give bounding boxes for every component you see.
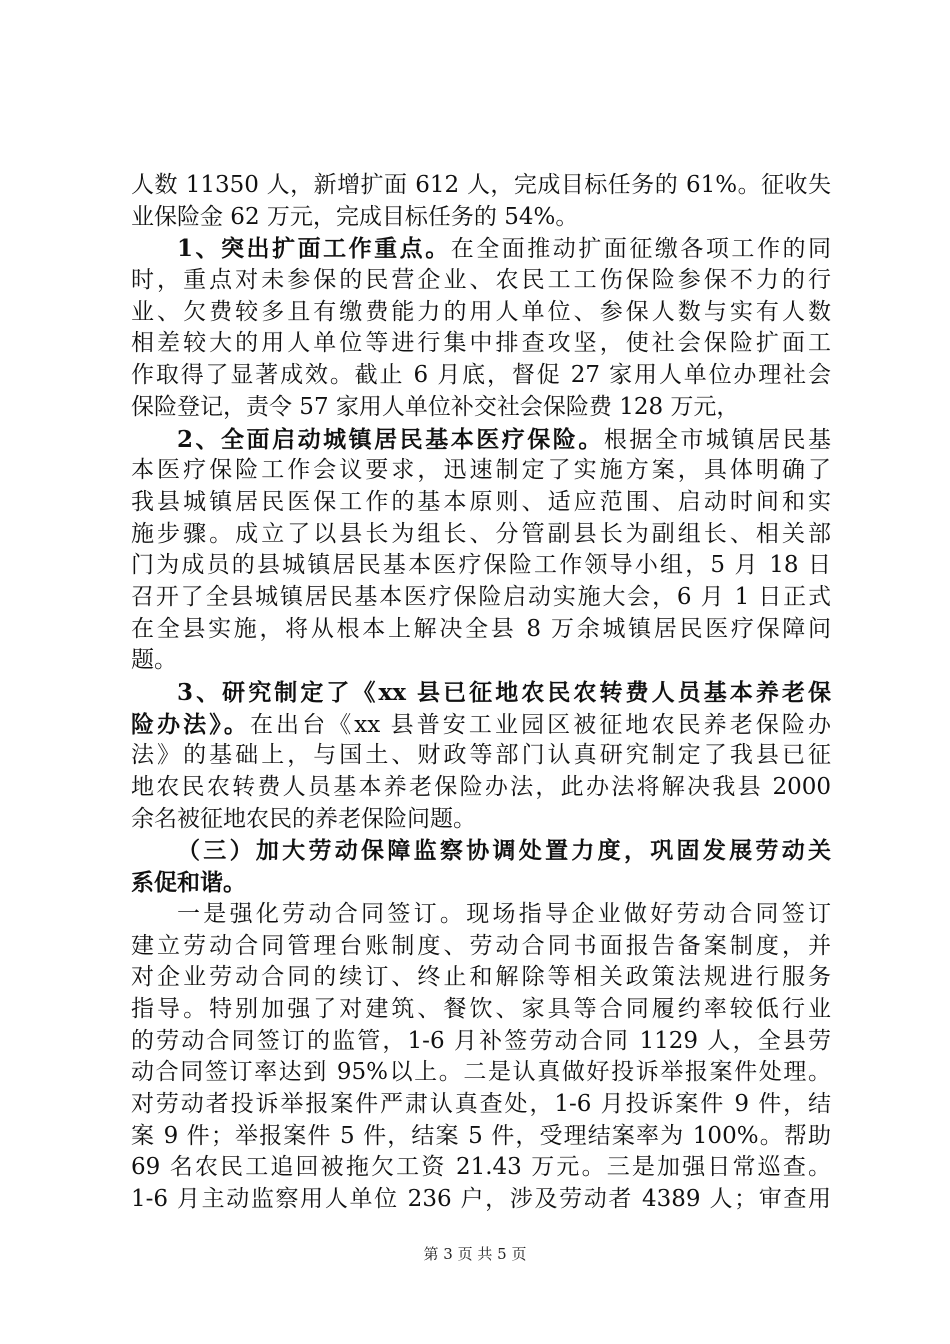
text-line: 动合同签订率达到 95%以上。二是认真做好投诉举报案件处理。 — [131, 1059, 831, 1086]
text-span: 在出台《xx 县普安工业园区被征地农民养老保险办 — [249, 711, 831, 738]
text-line: 指导。特别加强了对建筑、餐饮、家具等合同履约率较低行业 — [131, 995, 831, 1022]
text-line: 人数 11350 人，新增扩面 612 人，完成目标任务的 61%。征收失 — [131, 172, 831, 198]
text-line: 对企业劳动合同的续订、终止和解除等相关政策法规进行服务 — [131, 964, 831, 991]
text-span: 根据全市城镇居民基 — [603, 426, 831, 453]
text-line: 本医疗保险工作会议要求，迅速制定了实施方案，具体明确了 — [131, 457, 831, 484]
text-line: 1-6 月主动监察用人单位 236 户，涉及劳动者 4389 人；审查用 — [131, 1186, 831, 1212]
text-line: 时，重点对未参保的民营企业、农民工工伤保险参保不力的行 — [131, 267, 831, 294]
text-line: 的劳动合同签订的监管，1-6 月补签劳动合同 1129 人，全县劳 — [131, 1027, 831, 1054]
text-line: 69 名农民工追回被拖欠工资 21.43 万元。三是加强日常巡查。 — [131, 1154, 831, 1181]
text-line: 建立劳动合同管理台账制度、劳动合同书面报告备案制度，并 — [131, 932, 831, 959]
section-heading: （三）加大劳动保障监察协调处置力度，巩固发展劳动关 — [177, 837, 831, 865]
text-line: 作取得了显著成效。截止 6 月底，督促 27 家用人单位办理社会 — [131, 362, 831, 389]
section-heading: 险办法》。 — [131, 710, 250, 738]
section-heading: 1、突出扩面工作重点。 — [177, 235, 451, 263]
text-line: 召开了全县城镇居民基本医疗保险启动实施大会，6 月 1 日正式 — [131, 583, 831, 610]
text-line: 法》的基础上，与国土、财政等部门认真研究制定了我县已征 — [131, 742, 831, 769]
paragraph-start-line — [131, 424, 831, 456]
text-line: 在全县实施，将从根本上解决全县 8 万余城镇居民医疗保障问 — [131, 615, 831, 642]
text-line: 业保险金 62 万元，完成目标任务的 54%。 — [131, 203, 579, 230]
section-heading: 系促和谐。 — [131, 869, 246, 897]
document-body — [131, 170, 831, 1216]
text-line: 余名被征地农民的养老保险问题。 — [131, 805, 476, 832]
text-line: 业、欠费较多且有缴费能力的用人单位、参保人数与实有人数 — [131, 298, 831, 325]
text-line: 题。 — [131, 647, 177, 674]
section-heading: 2、全面启动城镇居民基本医疗保险。 — [177, 425, 604, 453]
text-line: 地农民农转费人员基本养老保险办法，此办法将解决我县 2000 — [131, 774, 831, 801]
text-line: 门为成员的县城镇居民基本医疗保险工作领导小组，5 月 18 日 — [131, 552, 831, 579]
text-line: 保险登记，责令 57 家用人单位补交社会保险费 128 万元， — [131, 393, 740, 420]
text-line: 相差较大的用人单位等进行集中排查攻坚，使社会保险扩面工 — [131, 330, 831, 357]
section-heading: 3、研究制定了《xx 县已征地农民农转费人员基本养老保 — [177, 679, 831, 706]
paragraph-start-line — [131, 233, 831, 265]
text-line: 案 9 件；举报案件 5 件，结案 5 件，受理结案率为 100%。帮助 — [131, 1122, 831, 1149]
paragraph-start-line: 一是强化劳动合同签订。现场指导企业做好劳动合同签订 — [177, 900, 831, 927]
text-span: 在全面推动扩面征缴各项工作的同 — [450, 236, 831, 263]
page-footer: 第 3 页 共 5 页 — [423, 1245, 527, 1263]
text-line: 施步骤。成立了以县长为组长、分管副县长为副组长、相关部 — [131, 520, 831, 547]
paragraph-continue-line — [131, 709, 831, 741]
text-line: 对劳动者投诉举报案件严肃认真查处，1-6 月投诉案件 9 件，结 — [131, 1090, 831, 1117]
text-line: 我县城镇居民医保工作的基本原则、适应范围、启动时间和实 — [131, 488, 831, 515]
